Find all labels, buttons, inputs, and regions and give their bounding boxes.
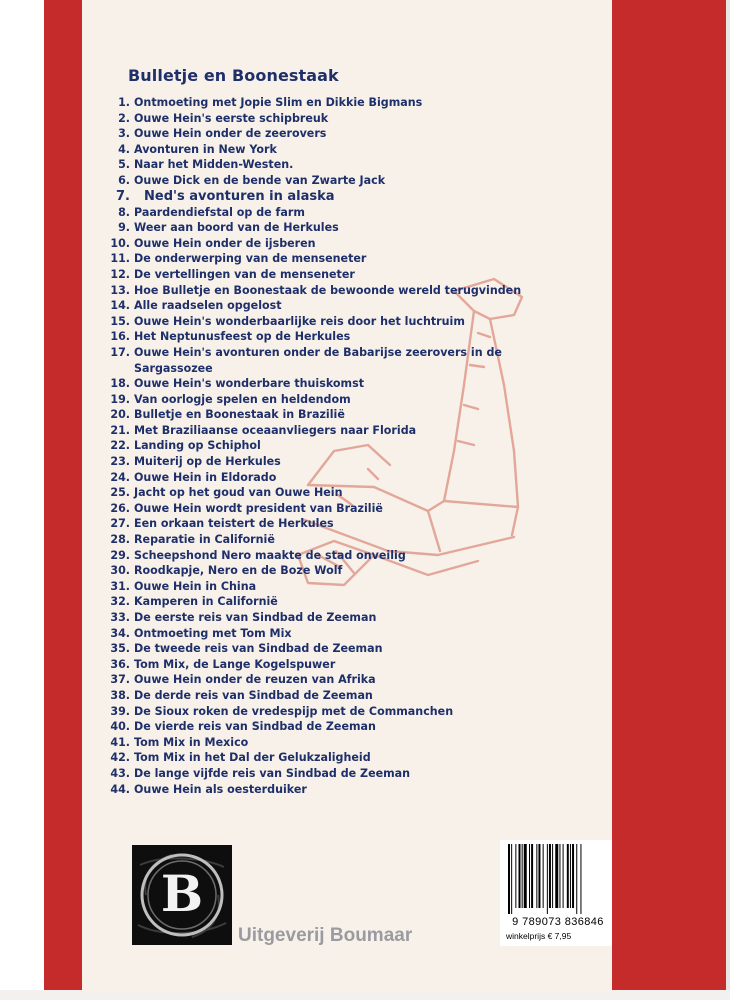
list-item xyxy=(96,236,556,252)
logo-b-icon xyxy=(132,845,232,945)
item-number: 38. xyxy=(110,688,130,702)
barcode-bar xyxy=(576,844,577,914)
item-title: De onderwerping van de menseneter xyxy=(134,252,367,266)
title-list xyxy=(96,95,556,797)
list-item xyxy=(96,704,556,720)
list-item xyxy=(96,641,556,657)
item-number: 21. xyxy=(110,423,130,437)
list-item xyxy=(96,157,556,173)
item-title: Een orkaan teistert de Herkules xyxy=(134,517,334,531)
isbn-digits: 9 789073 836846 xyxy=(512,916,604,928)
barcode-bar xyxy=(567,844,569,908)
list-item xyxy=(96,267,556,283)
list-item xyxy=(96,251,556,267)
item-number: 9. xyxy=(118,221,130,235)
item-number: 44. xyxy=(110,782,130,796)
item-title: De derde reis van Sindbad de Zeeman xyxy=(134,688,373,702)
list-item xyxy=(96,626,556,642)
item-number: 7. xyxy=(116,188,130,204)
item-title: Bulletje en Boonestaak in Brazilië xyxy=(134,408,345,422)
item-title: De tweede reis van Sindbad de Zeeman xyxy=(134,642,383,656)
item-title: Scheepshond Nero maakte de stad onveilig xyxy=(134,548,406,562)
item-number: 30. xyxy=(110,564,130,578)
list-item xyxy=(96,516,556,532)
barcode-icon xyxy=(508,844,604,914)
item-number: 23. xyxy=(110,455,130,469)
barcode-bar xyxy=(531,844,533,908)
barcode-bar xyxy=(570,844,571,908)
item-number: 14. xyxy=(110,299,130,313)
item-number: 15. xyxy=(110,314,130,328)
item-title: Reparatie in Californië xyxy=(134,533,275,547)
item-number: 17. xyxy=(110,345,130,359)
item-title: Tom Mix in het Dal der Gelukzaligheid xyxy=(134,751,371,765)
item-number: 8. xyxy=(118,205,130,219)
item-number: 11. xyxy=(110,252,130,266)
item-title: Ouwe Hein als oesterduiker xyxy=(134,782,307,796)
barcode-bar xyxy=(549,844,551,908)
item-title: Jacht op het goud van Ouwe Hein xyxy=(134,486,343,500)
barcode-bar xyxy=(555,844,558,908)
list-item xyxy=(96,376,556,392)
item-title: Het Neptunusfeest op de Herkules xyxy=(134,330,351,344)
barcode-bar xyxy=(515,844,516,908)
list-item xyxy=(96,314,556,330)
item-number: 39. xyxy=(110,704,130,718)
item-number: 3. xyxy=(118,127,130,141)
item-number: 18. xyxy=(110,377,130,391)
series-title: Bulletje en Boonestaak xyxy=(128,66,339,85)
item-title: De eerste reis van Sindbad de Zeeman xyxy=(134,611,377,624)
item-number: 6. xyxy=(118,173,130,187)
item-number: 29. xyxy=(110,548,130,562)
list-item xyxy=(96,548,556,564)
item-number: 12. xyxy=(110,267,130,281)
list-item xyxy=(96,173,556,189)
item-title: Ouwe Hein's wonderbaarlijke reis door het luchtruim xyxy=(134,314,465,328)
barcode-bar xyxy=(519,844,521,908)
item-title: Ouwe Hein's eerste schipbreuk xyxy=(134,111,329,125)
item-number: 20. xyxy=(110,408,130,422)
list-item xyxy=(96,563,556,579)
barcode-bar xyxy=(522,844,523,908)
item-title: Ouwe Hein wordt president van Brazilië xyxy=(134,501,383,515)
item-number: 43. xyxy=(110,766,130,780)
list-item xyxy=(96,423,556,439)
item-number: 25. xyxy=(110,486,130,500)
list-item xyxy=(96,345,556,376)
item-title: Landing op Schiphol xyxy=(134,439,261,453)
barcode-bar xyxy=(559,844,560,908)
barcode-bar xyxy=(529,844,530,908)
item-title: Weer aan boord van de Herkules xyxy=(134,221,339,235)
item-number: 22. xyxy=(110,439,130,453)
item-number: 31. xyxy=(110,579,130,593)
item-number: 27. xyxy=(110,517,130,531)
item-number: 34. xyxy=(110,626,130,640)
item-title: Muiterij op de Herkules xyxy=(134,455,281,469)
item-number: 40. xyxy=(110,720,130,734)
barcode-bar xyxy=(580,844,581,914)
list-item xyxy=(96,532,556,548)
item-title: Ouwe Hein's avonturen onder de Babarijse zeerovers in de Sargassozee xyxy=(134,345,502,375)
item-number: 4. xyxy=(118,142,130,156)
list-item xyxy=(96,95,556,111)
item-title: Roodkapje, Nero en de Boze Wolf xyxy=(134,564,343,578)
item-title: Ouwe Hein onder de ijsberen xyxy=(134,236,316,250)
item-title: Avonturen in New York xyxy=(134,142,277,156)
item-number: 33. xyxy=(110,611,130,624)
barcode-bar xyxy=(524,844,527,908)
list-item xyxy=(96,407,556,423)
item-number: 32. xyxy=(110,595,130,609)
barcode-bar xyxy=(563,844,564,908)
list-item xyxy=(96,782,556,798)
list-item xyxy=(96,220,556,236)
item-title: Ouwe Hein in Eldorado xyxy=(134,470,277,484)
item-number: 26. xyxy=(110,501,130,515)
item-title: De vertellingen van de menseneter xyxy=(134,267,355,281)
list-item xyxy=(96,735,556,751)
item-title: Ouwe Hein onder de zeerovers xyxy=(134,127,327,141)
barcode-bar xyxy=(572,844,574,908)
item-title: Ouwe Hein in China xyxy=(134,579,257,593)
item-title: Met Braziliaanse oceaanvliegers naar Florida xyxy=(134,423,417,437)
list-item xyxy=(96,189,556,205)
item-title: Kamperen in Californië xyxy=(134,595,278,609)
item-title: Tom Mix, de Lange Kogelspuwer xyxy=(134,657,336,671)
item-title: Van oorlogje spelen en heldendom xyxy=(134,392,351,406)
item-number: 37. xyxy=(110,673,130,687)
item-title: Ontmoeting met Jopie Slim en Dikkie Bigmans xyxy=(134,96,423,109)
list-item xyxy=(96,329,556,345)
list-item xyxy=(96,766,556,782)
list-item xyxy=(96,454,556,470)
barcode-bar xyxy=(536,844,537,908)
item-number: 13. xyxy=(110,283,130,297)
item-number: 36. xyxy=(110,657,130,671)
item-title: Ouwe Hein's wonderbare thuiskomst xyxy=(134,377,364,391)
barcode-bar xyxy=(552,844,553,908)
item-number: 28. xyxy=(110,533,130,547)
barcode-bar xyxy=(508,844,510,914)
item-number: 19. xyxy=(110,392,130,406)
list-item xyxy=(96,501,556,517)
item-number: 10. xyxy=(110,236,130,250)
item-number: 24. xyxy=(110,470,130,484)
barcode-bar xyxy=(543,844,544,908)
item-title: De Sioux roken de vredespijp met de Commanchen xyxy=(134,704,454,718)
item-title: De lange vijfde reis van Sindbad de Zeeman xyxy=(134,766,411,780)
list-item xyxy=(96,594,556,610)
item-number: 35. xyxy=(110,642,130,656)
list-item xyxy=(96,392,556,408)
publisher-name: Uitgeverij Boumaar xyxy=(238,925,413,946)
publisher-logo xyxy=(132,845,232,945)
barcode-bar xyxy=(538,844,540,908)
list-item xyxy=(96,126,556,142)
item-title: Ned's avonturen in alaska xyxy=(144,188,335,204)
list-item xyxy=(96,485,556,501)
price-label: winkelprijs € 7,95 xyxy=(506,931,572,941)
item-title: Alle raadselen opgelost xyxy=(134,299,282,313)
svg-text:B: B xyxy=(160,864,204,923)
list-item xyxy=(96,579,556,595)
item-title: Hoe Bulletje en Boonestaak de bewoonde wereld terugvinden xyxy=(134,283,522,297)
item-title: Paardendiefstal op de farm xyxy=(134,205,305,219)
item-title: Tom Mix in Mexico xyxy=(134,735,249,749)
list-item xyxy=(96,657,556,673)
barcode-bar xyxy=(547,844,548,914)
list-item xyxy=(96,688,556,704)
barcode-panel xyxy=(500,840,612,946)
list-item xyxy=(96,205,556,221)
list-item xyxy=(96,142,556,158)
item-number: 5. xyxy=(118,158,130,172)
list-item xyxy=(96,283,556,299)
item-number: 42. xyxy=(110,751,130,765)
item-title: Ontmoeting met Tom Mix xyxy=(134,626,292,640)
item-title: De vierde reis van Sindbad de Zeeman xyxy=(134,720,376,734)
list-item xyxy=(96,719,556,735)
item-title: Naar het Midden-Westen. xyxy=(134,158,294,172)
item-title: Ouwe Hein onder de reuzen van Afrika xyxy=(134,673,376,687)
item-number: 1. xyxy=(118,96,130,109)
item-title: Ouwe Dick en de bende van Zwarte Jack xyxy=(134,173,386,187)
item-number: 41. xyxy=(110,735,130,749)
list-item xyxy=(96,470,556,486)
list-item xyxy=(96,750,556,766)
list-item xyxy=(96,438,556,454)
list-item xyxy=(96,672,556,688)
item-number: 16. xyxy=(110,330,130,344)
barcode-bar xyxy=(511,844,512,914)
item-number: 2. xyxy=(118,111,130,125)
list-item xyxy=(96,610,556,626)
list-item xyxy=(96,298,556,314)
list-item xyxy=(96,111,556,127)
page-edge xyxy=(726,0,730,990)
